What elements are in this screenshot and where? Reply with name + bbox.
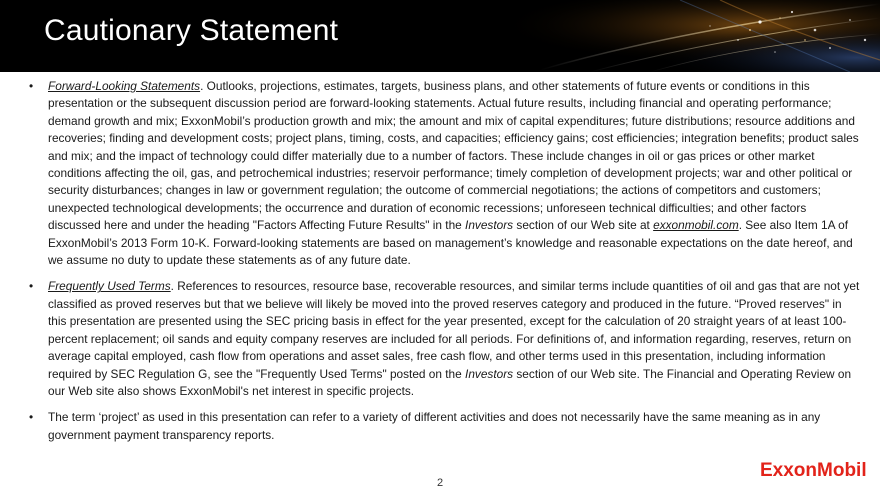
term-forward-looking: Forward-Looking Statements bbox=[48, 79, 201, 93]
bullet-forward-looking bbox=[26, 78, 862, 269]
paragraph-text: . See also Item 1A of ExxonMobil’s 2013 Form 10-K. Forward-looking statements are based on management’s knowledge and reasonable expectations on the date hereof, and we assume no duty to update these statements as of any future date. bbox=[48, 218, 853, 268]
header-banner bbox=[0, 0, 880, 72]
bullet-dot: • bbox=[29, 410, 34, 425]
page-title: Cautionary Statement bbox=[44, 14, 339, 47]
exxonmobil-logo bbox=[758, 456, 870, 482]
statement-body bbox=[26, 78, 862, 453]
paragraph-text: section of our Web site at bbox=[513, 218, 654, 233]
paragraph-text: section of our Web site. The Financial and Operating Review on our Web site also shows ExxonMobil's net interest in specific projects. bbox=[48, 366, 852, 398]
term-frequently-used: Frequently Used Terms bbox=[48, 279, 171, 294]
bullet-dot: • bbox=[29, 279, 34, 294]
bullet-dot: • bbox=[29, 79, 34, 93]
paragraph-text: The term ‘project’ as used in this presentation can refer to a variety of different activities and does not necessarily have the same meaning as in any government payment transparency reports. bbox=[48, 410, 821, 442]
investors-emphasis: Investors bbox=[465, 366, 514, 381]
logo-text: ExxonMobil bbox=[760, 460, 867, 481]
exxonmobil-link[interactable]: exxonmobil.com bbox=[653, 218, 739, 233]
decorative-light-streaks bbox=[420, 0, 880, 72]
bullet-frequently-used-terms bbox=[26, 278, 862, 400]
investors-emphasis: Investors bbox=[465, 218, 514, 233]
paragraph-text: . References to resources, resource base, recoverable resources, and similar terms include quantities of oil and gas that are not yet classified as proved reserves but that we believe will likely be moved into the proved reserves category and produced in the future. “Proved reserves" in this presentation are presented using the SEC pricing basis in effect for the year presented, except for the calculation of 20 straight years of at least 100-percent replacement; oil sands and equity company reserves are included for all periods. For definitions of, and information regarding, reserves, return on average capital employed, cash flow from operations and asset sales, free cash flow, and other terms used in this presentation, including information required by SEC Regulation G, see the "Frequently Used Terms" posted on the bbox=[48, 279, 860, 381]
page-number: 2 bbox=[436, 477, 444, 489]
bullet-project-term bbox=[26, 409, 862, 444]
paragraph-text: . Outlooks, projections, estimates, targets, business plans, and other statements of future events or conditions in this presentation or the subsequent discussion period are forward-looking statements. Actual future results, including financial and operating performance; demand growth and mix; ExxonMobil’s production growth and mix; the amount and mix of capital expenditures; future distributions; resource additions and recoveries; finding and development costs; project plans, timing, costs, and capacities; efficiency gains; cost efficiencies; integration benefits; product sales and mix; and the impact of technology could differ materially due to a number of factors. These include changes in oil or gas prices or other market conditions affecting the oil, gas, and petrochemical industries; reservoir performance; timely completion of development projects; war and other political or security disturbances; changes in law or government regulation; the outcome of commercial negotiations; the actions of competitors and customers; unexpected technological developments; the occurrence and duration of economic recessions; unforeseen technical difficulties; and other factors discussed here and under the heading "Factors Affecting Future Results" in the bbox=[48, 79, 859, 233]
